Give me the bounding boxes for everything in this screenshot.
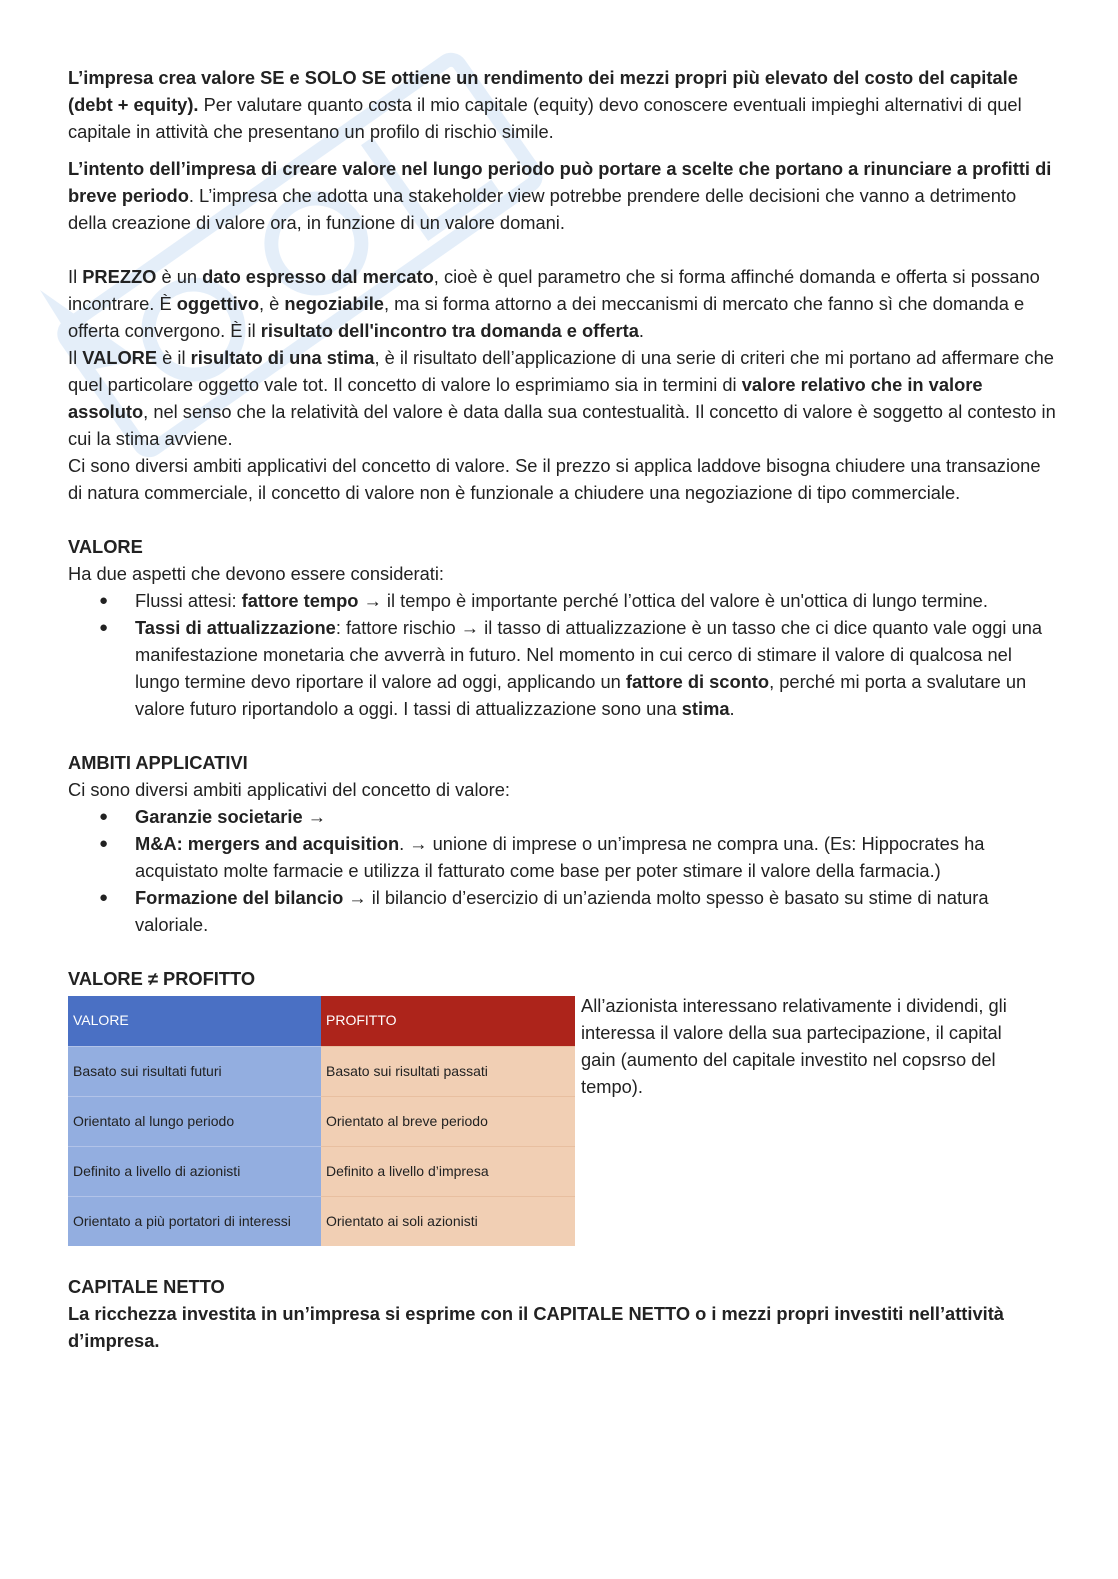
valore-profitto-section — [68, 996, 1058, 1246]
ambiti-intro: Ci sono diversi ambiti applicativi del concetto di valore: — [68, 779, 511, 800]
list-item: ● Tassi di attualizzazione: fattore rischio → il tasso di attualizzazione è un tasso che ci dice quanto vale oggi una manifestazione monetaria che avverrà in futuro. Nel momento in cui cerco di stimare il valore di qualcosa nel lungo termine devo riportare il valore ad oggi, applicando un fattore di sconto, perché mi porta a svalutare un valore futuro riportandolo a oggi. I tassi di attualizzazione sono una stima. — [68, 614, 1058, 722]
table-cell-valore: Definito a livello di azionisti — [68, 1146, 321, 1196]
valore-intro: Ha due aspetti che devono essere considerati: — [68, 563, 445, 584]
table-cell-profitto: Orientato al breve periodo — [321, 1096, 575, 1146]
capitale-netto-definition: La ricchezza investita in un’impresa si esprime con il CAPITALE NETTO o i mezzi propri investiti nell’attività d’impresa. — [68, 1303, 1004, 1351]
heading-ambiti-applicativi: AMBITI APPLICATIVI — [68, 752, 248, 773]
valore-profitto-table — [68, 996, 575, 1246]
column-header-profitto: PROFITTO — [321, 996, 575, 1046]
table-row — [68, 1096, 575, 1146]
heading-capitale-netto: CAPITALE NETTO — [68, 1276, 225, 1297]
table-cell-valore: Orientato a più portatori di interessi — [68, 1196, 321, 1246]
paragraph-valore: Il VALORE è il risultato di una stima, è il risultato dell’applicazione di una serie di criteri che mi portano ad affermare che quel particolare oggetto vale tot. Il concetto di valore lo esprimiamo sia in termini di valore relativo che in valore assoluto, nel senso che la relatività del valore è data dalla sua contestualità. Il concetto di valore è soggetto al contesto in cui la stima avviene. — [68, 347, 1056, 449]
table-cell-profitto: Orientato ai soli azionisti — [321, 1196, 575, 1246]
heading-valore-profitto: VALORE ≠ PROFITTO — [68, 968, 256, 989]
azionista-note: All’azionista interessano relativamente i dividendi, gli interessa il valore della sua partecipazione, il capital gain (aumento del capitale investito nel copsrso del tempo). — [581, 995, 1007, 1097]
paragraph-ambiti: Ci sono diversi ambiti applicativi del concetto di valore. Se il prezzo si applica laddove bisogna chiudere una transazione di natura commerciale, il concetto di valore non è funzionale a chiudere una negoziazione di tipo commerciale. — [68, 455, 1041, 503]
table-cell-profitto: Definito a livello d’impresa — [321, 1146, 575, 1196]
table-cell-valore: Basato sui risultati futuri — [68, 1046, 321, 1096]
table-header-row — [68, 996, 575, 1046]
heading-valore: VALORE — [68, 536, 143, 557]
list-item: ● M&A: mergers and acquisition. → unione di imprese o un’impresa ne compra una. (Es: Hippocrates ha acquistato molte farmacie e utilizza il fatturato come base per poter stimare il valore della farmacia.) — [68, 830, 1058, 884]
paragraph-value-creation: L’impresa crea valore SE e SOLO SE ottiene un rendimento dei mezzi propri più elevato del costo del capitale (debt + equity). Per valutare quanto costa il mio capitale (equity) devo conoscere eventuali impieghi alternativi di quel capitale in attività che presentano un profilo di rischio simile. — [68, 67, 1022, 142]
table-row — [68, 1046, 575, 1096]
list-item: ● Formazione del bilancio → il bilancio d’esercizio di un’azienda molto spesso è basato su stime di natura valoriale. — [68, 884, 1058, 938]
table-cell-valore: Orientato al lungo periodo — [68, 1096, 321, 1146]
valore-list — [68, 587, 1058, 722]
column-header-valore: VALORE — [68, 996, 321, 1046]
paragraph-long-term-intent: L’intento dell’impresa di creare valore nel lungo periodo può portare a scelte che portano a rinunciare a profitti di breve periodo. L’impresa che adotta una stakeholder view potrebbe prendere delle decisioni che vanno a detrimento della creazione di valore ora, in funzione di un valore domani. — [68, 158, 1052, 233]
paragraph-prezzo: Il PREZZO è un dato espresso dal mercato, cioè è quel parametro che si forma affinché domanda e offerta si possano incontrare. È oggettivo, è negoziabile, ma si forma attorno a dei meccanismi di mercato che fanno sì che domanda e offerta convergono. È il risultato dell'incontro tra domanda e offerta. — [68, 266, 1040, 341]
table-row — [68, 1196, 575, 1246]
ambiti-list — [68, 803, 1058, 938]
document-body — [68, 64, 1058, 1354]
table-cell-profitto: Basato sui risultati passati — [321, 1046, 575, 1096]
list-item: ● Garanzie societarie → — [68, 803, 1058, 830]
list-item: ● Flussi attesi: fattore tempo → il tempo è importante perché l’ottica del valore è un'ottica di lungo termine. — [68, 587, 1058, 614]
table-row — [68, 1146, 575, 1196]
